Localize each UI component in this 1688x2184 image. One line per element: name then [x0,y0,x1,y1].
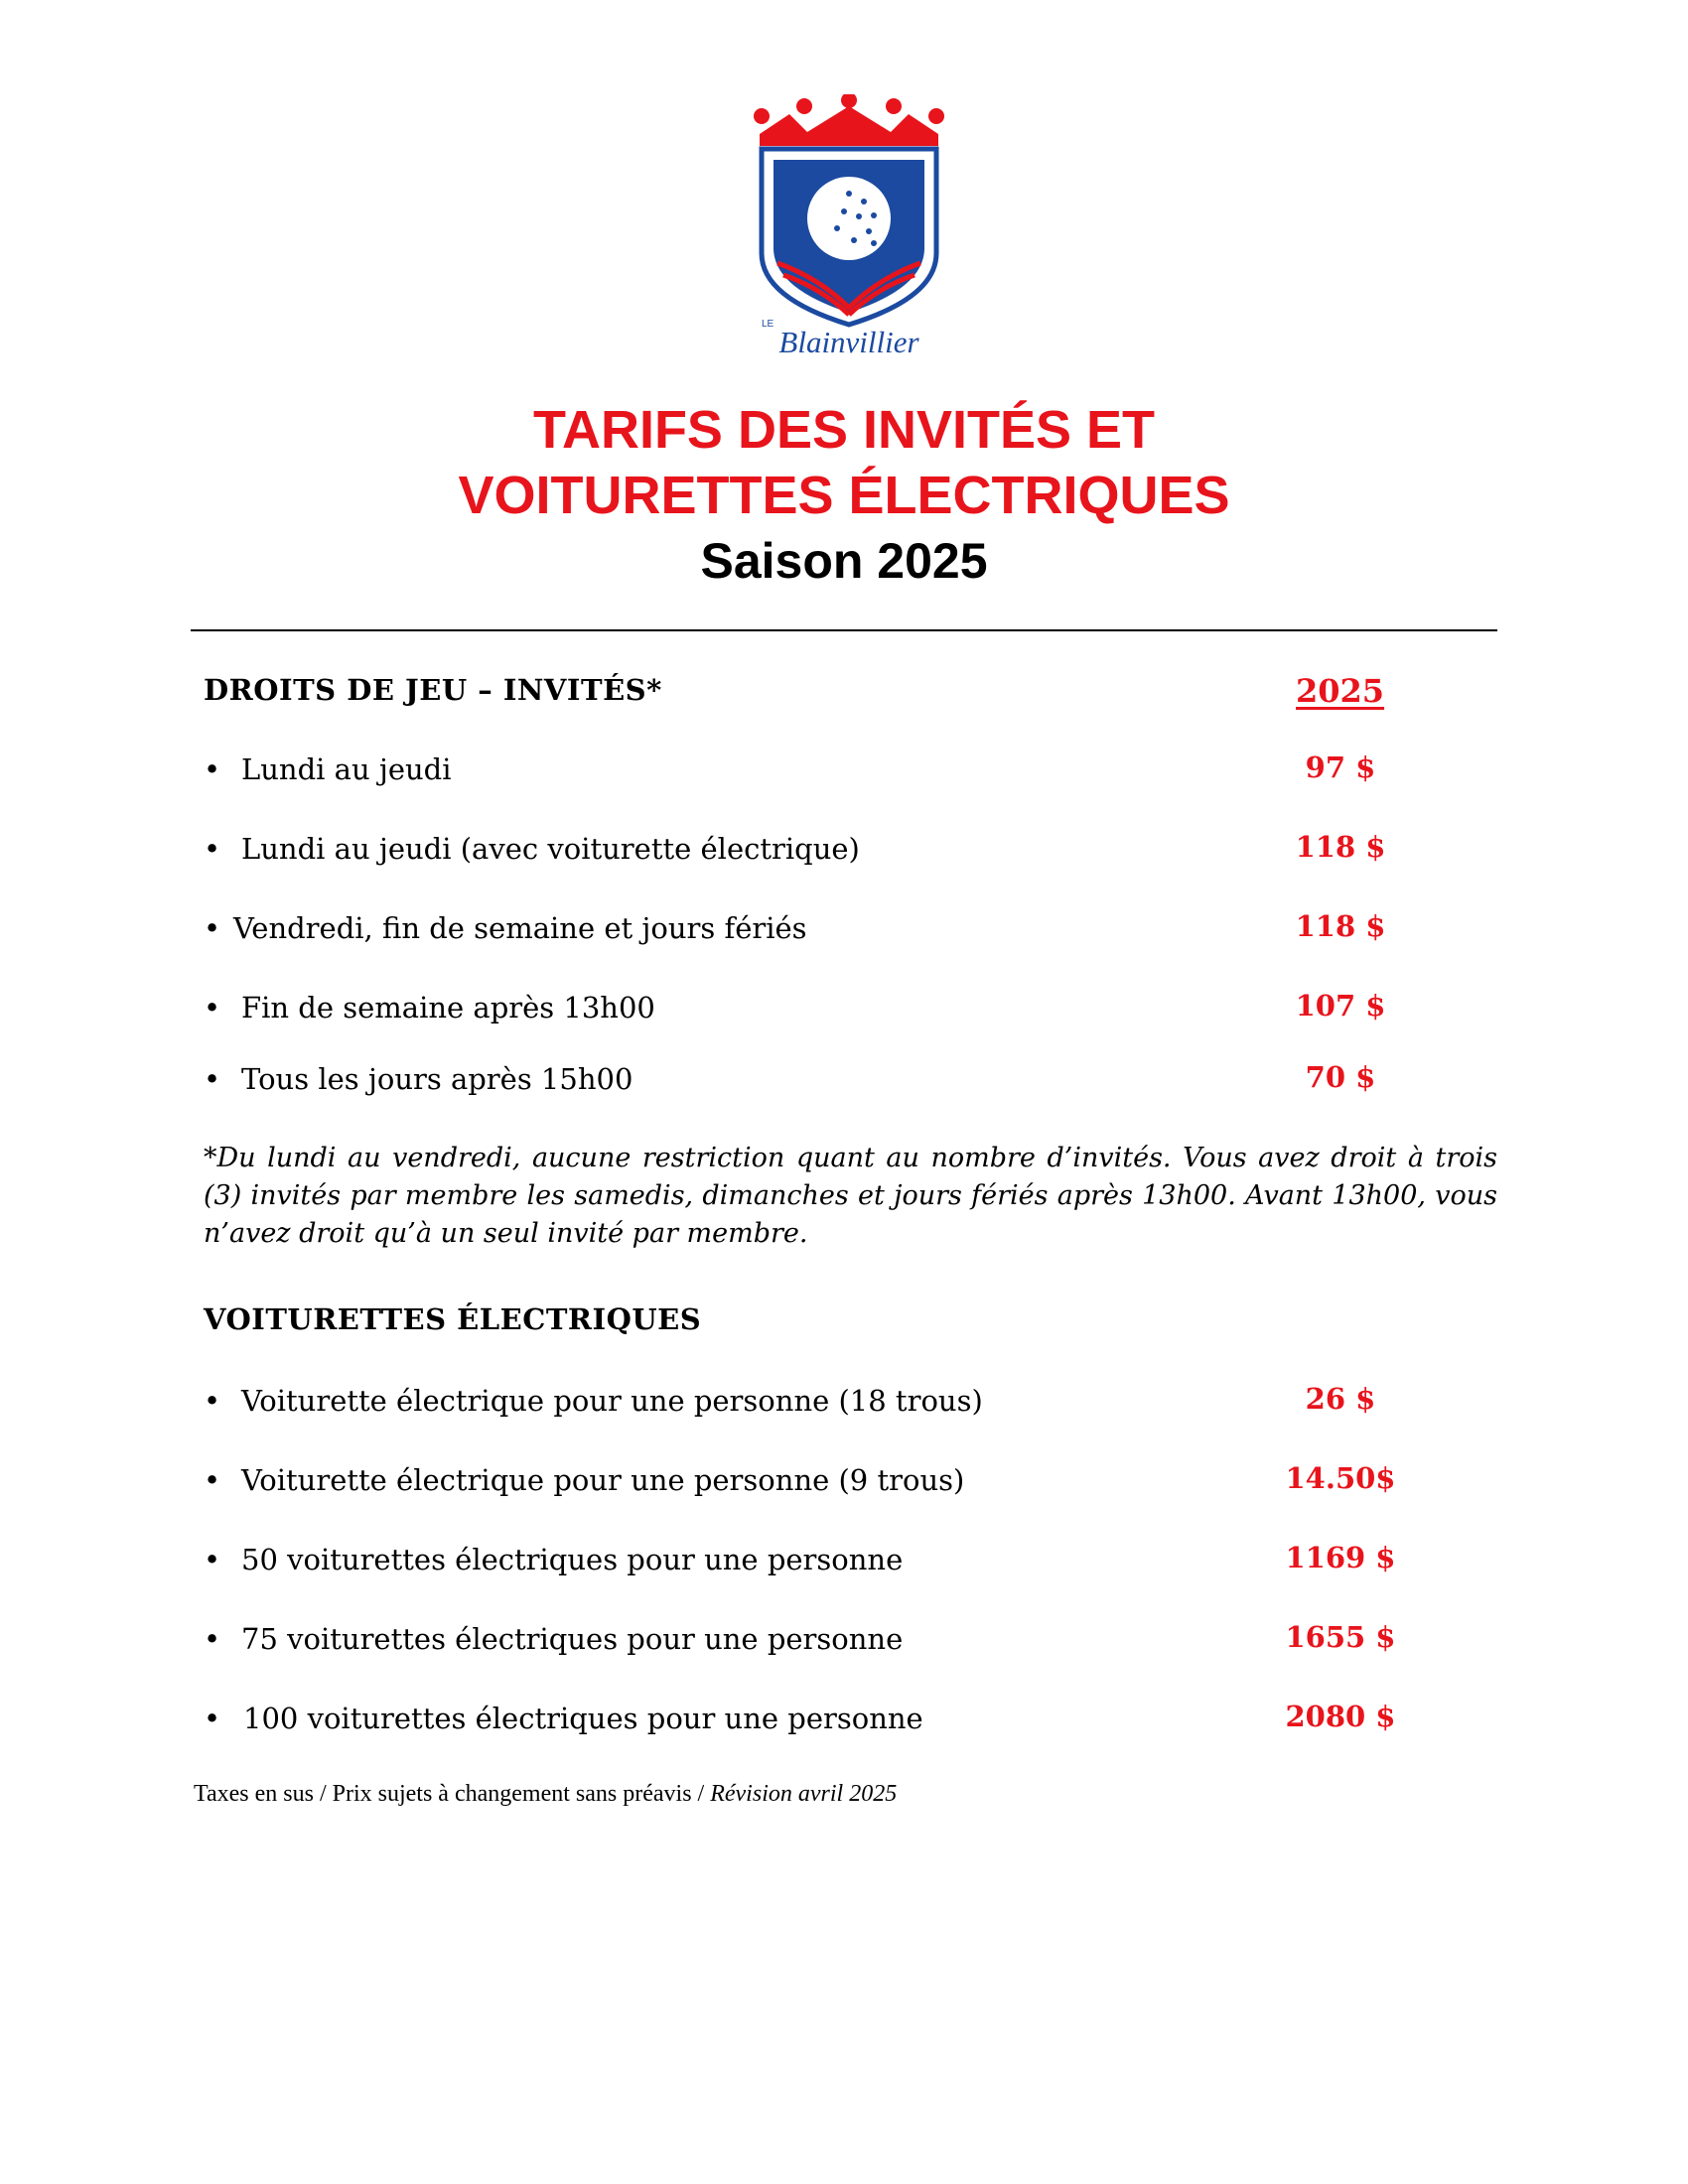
guest-restriction-note: *Du lundi au vendredi, aucune restriction quant au nombre d’invités. Vous avez droit à trois (3) invités par membre les samedis, dimanches et jours fériés après 13h00. Avant 13h00, vous n’avez droit qu’à un seul invité par membre. [204,1143,1497,1249]
item-price: 97 $ [1305,751,1376,784]
item-label: Voiturette électrique pour une personne (9 trous) [241,1463,965,1497]
guest-fees-heading: DROITS DE JEU – INVITÉS* [204,673,662,707]
list-item: • Tous les jours après 15h00 [204,1062,633,1096]
list-item: • Vendredi, fin de semaine et jours fériés [204,911,807,945]
item-label: 75 voiturettes électriques pour une personne [241,1622,904,1656]
item-label: Voiturette électrique pour une personne (18 trous) [241,1384,983,1418]
item-label: Lundi au jeudi (avec voiturette électrique) [241,832,860,866]
item-price: 2080 $ [1285,1700,1396,1733]
item-label: 50 voiturettes électriques pour une personne [241,1543,904,1576]
item-label: 100 voiturettes électriques pour une personne [243,1702,923,1735]
item-label: Fin de semaine après 13h00 [241,991,655,1024]
list-item: • Lundi au jeudi [204,752,452,786]
title-divider [191,629,1497,631]
list-item: • 75 voiturettes électriques pour une personne [204,1622,904,1656]
item-label: Lundi au jeudi [241,752,452,786]
item-price: 107 $ [1295,989,1386,1023]
item-label: Tous les jours après 15h00 [241,1062,633,1096]
logo-prefix: LE [762,319,774,330]
item-price: 14.50$ [1285,1461,1396,1495]
item-label: Vendredi, fin de semaine et jours fériés [233,911,807,945]
club-logo [750,94,948,367]
crest-icon [750,94,948,328]
footer-note [194,1781,897,1808]
list-item: • 100 voiturettes électriques pour une personne [204,1702,923,1735]
list-item: • Lundi au jeudi (avec voiturette électrique) [204,832,860,866]
list-item: • Voiturette électrique pour une personne (18 trous) [204,1384,983,1418]
page-title-line1: TARIFS DES INVITÉS ET [532,400,1156,460]
item-price: 1169 $ [1285,1541,1396,1574]
item-price: 118 $ [1295,909,1386,943]
carts-heading: VOITURETTES ÉLECTRIQUES [204,1302,702,1336]
season-title: Saison 2025 [700,533,988,589]
page-title-line2: VOITURETTES ÉLECTRIQUES [458,466,1230,525]
logo-wordmark: Blainvillier [778,325,919,359]
item-price: 118 $ [1295,830,1386,864]
item-price: 1655 $ [1285,1620,1396,1654]
item-price: 26 $ [1305,1382,1376,1416]
list-item: • Fin de semaine après 13h00 [204,991,655,1024]
item-price: 70 $ [1305,1060,1376,1094]
price-year-header: 2025 [1296,672,1385,710]
list-item: • 50 voiturettes électriques pour une personne [204,1543,904,1576]
list-item: • Voiturette électrique pour une personne (9 trous) [204,1463,965,1497]
revision-note: Révision avril 2025 [710,1781,898,1807]
footer-text: Taxes en sus / Prix sujets à changement sans préavis / [194,1781,711,1807]
